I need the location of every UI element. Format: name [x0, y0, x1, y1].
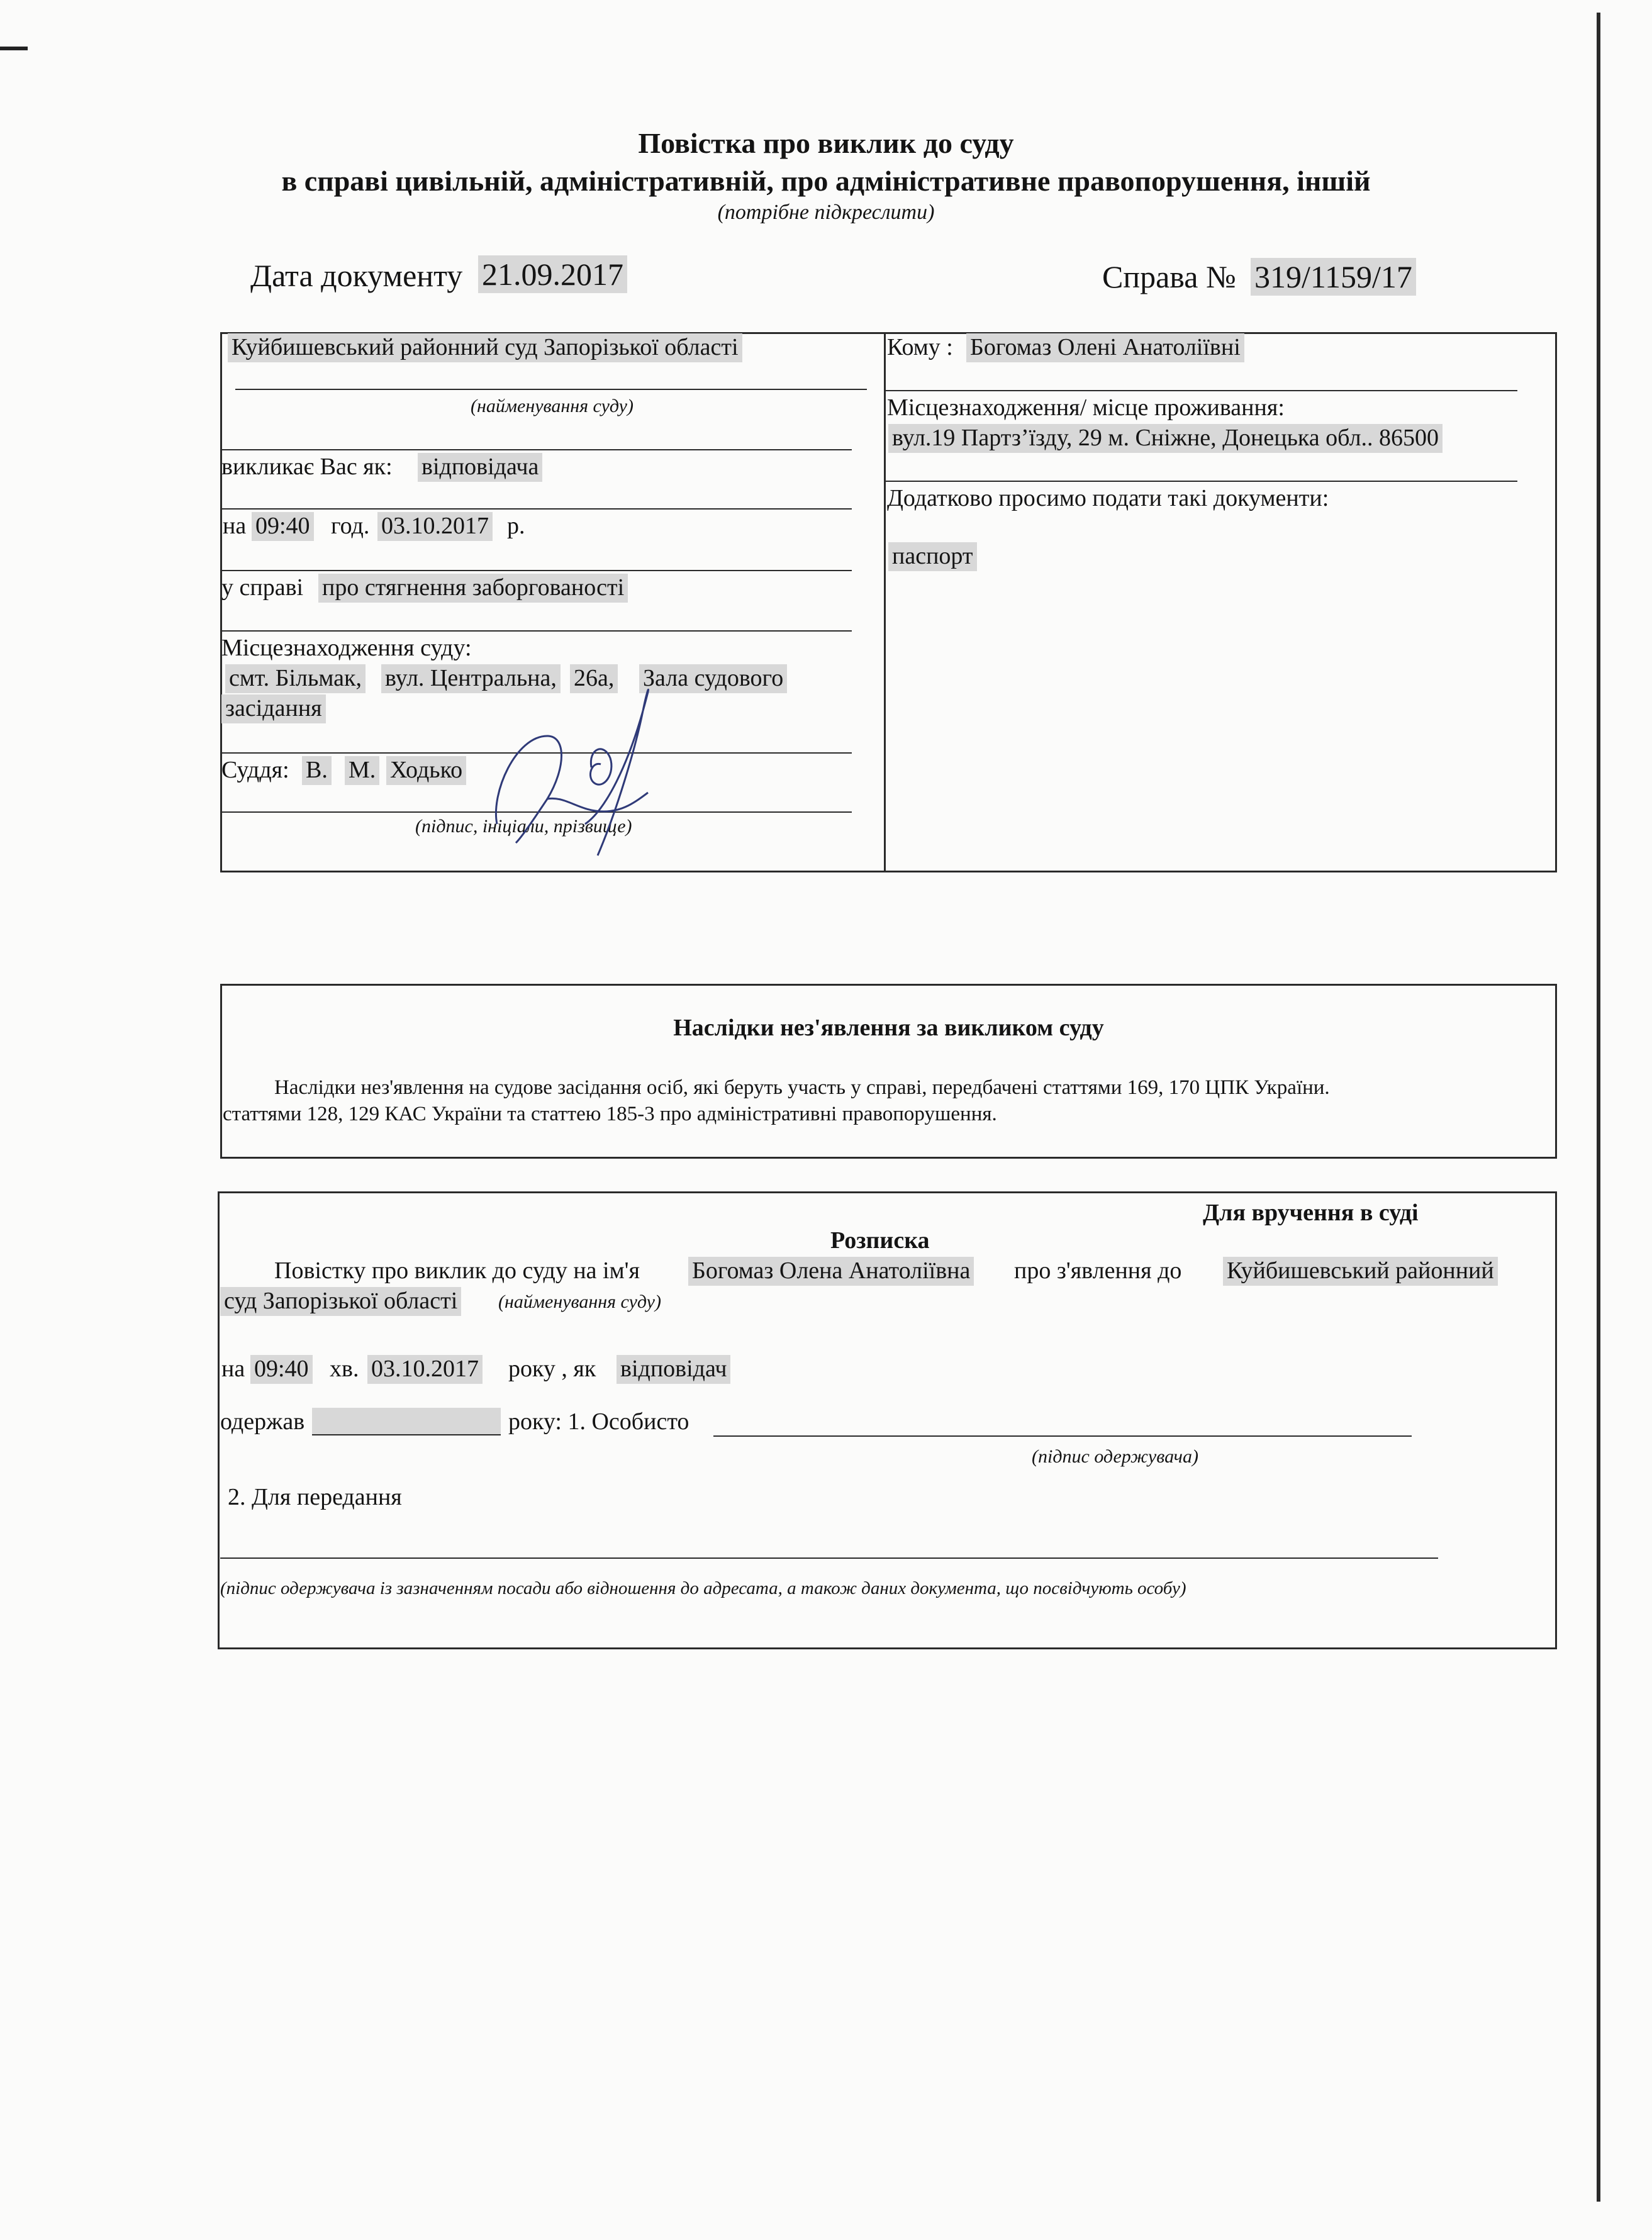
summons-label: викликає Вас як:	[221, 454, 393, 480]
consequences-text: Наслідки нез'явлення на судове засідання осіб, які беруть участь у справі, передбачені статтями 169, 170 ЦПК України.	[274, 1076, 1330, 1099]
consequences-text: статтями 128, 129 КАС України та статтею 185-3 про адміністративні правопорушення.	[223, 1103, 997, 1125]
receipt-on-label: на	[221, 1356, 245, 1382]
court-address-part: Зала судового	[639, 664, 787, 693]
transfer-signature-line	[220, 1557, 1438, 1559]
hearing-year-suffix: р.	[507, 513, 525, 539]
summons-role: відповідача	[418, 453, 542, 482]
receipt-time: 09:40	[250, 1355, 313, 1384]
judge-surname: Ходько	[386, 756, 466, 785]
documents-label: Додатково просимо подати такі документи:	[887, 485, 1329, 511]
receipt-recipient-name: Богомаз Олена Анатоліївна	[688, 1257, 974, 1286]
hearing-on-label: на	[223, 513, 247, 539]
scan-right-edge	[1597, 13, 1600, 2202]
consequences-title: Наслідки нез'явлення за викликом суду	[673, 1015, 1104, 1041]
court-address-part: смт. Більмак,	[225, 664, 366, 693]
received-date-field	[312, 1408, 501, 1435]
recipient-name: Богомаз Олені Анатоліївні	[966, 333, 1244, 362]
document-subtitle: (потрібне підкреслити)	[717, 201, 935, 224]
case-subject-label: у справі	[221, 574, 304, 601]
row-line	[220, 630, 852, 632]
receipt-role: відповідач	[617, 1355, 730, 1384]
recipient-signature-caption: (підпис одержувача)	[1032, 1446, 1198, 1467]
residence-address: вул.19 Партз’їзду, 29 м. Сніжне, Донецька обл.. 86500	[888, 424, 1443, 453]
judge-label: Суддя:	[221, 757, 289, 783]
court-underline	[235, 389, 867, 390]
receipt-as-label: року , як	[508, 1356, 596, 1382]
receipt-title: Розписка	[830, 1227, 930, 1254]
document-title: Повістка про виклик до суду	[638, 127, 1014, 159]
court-location-label: Місцезнаходження суду:	[221, 635, 472, 661]
residence-label: Місцезнаходження/ місце проживання:	[887, 394, 1285, 421]
recipient-signature-line	[713, 1435, 1412, 1437]
documents-required: паспорт	[888, 542, 977, 571]
signature-caption: (підпис, ініціали, прізвище)	[415, 816, 632, 837]
case-label: Справа №	[1102, 259, 1236, 294]
row-line	[886, 481, 1517, 482]
judge-initial: В.	[302, 756, 332, 785]
court-caption: (найменування суду)	[471, 396, 633, 416]
hearing-hour-label: год.	[331, 513, 370, 539]
date-label: Дата документу	[250, 258, 463, 293]
row-line	[220, 570, 852, 571]
hearing-date: 03.10.2017	[377, 512, 493, 541]
date-value: 21.09.2017	[478, 255, 627, 293]
consequences-box	[220, 984, 1557, 1159]
document-title-line2: в справі цивільній, адміністративній, про адміністративне правопорушення, іншій	[281, 165, 1371, 197]
receipt-text: Повістку про виклик до суду на ім'я	[274, 1257, 640, 1284]
receipt-court-name: суд Запорізької області	[220, 1287, 461, 1316]
for-court-label: Для вручення в суді	[1203, 1200, 1419, 1226]
received-year-label: року: 1. Особисто	[508, 1408, 689, 1435]
row-line	[220, 449, 852, 450]
receipt-court-name: Куйбишевський районний	[1223, 1257, 1498, 1286]
receipt-date: 03.10.2017	[367, 1355, 483, 1384]
hearing-time: 09:40	[252, 512, 314, 541]
transfer-label: 2. Для передання	[228, 1484, 402, 1510]
transfer-caption: (підпис одержувача із зазначенням посади або відношення до адресата, а також даних документа, що посвідчують особу)	[220, 1578, 1186, 1598]
court-address-part: засідання	[221, 694, 326, 723]
court-name: Куйбишевський районний суд Запорізької області	[228, 333, 742, 362]
receipt-min-label: хв.	[330, 1356, 359, 1382]
judge-initial: М.	[345, 756, 379, 785]
receipt-court-caption: (найменування суду)	[498, 1291, 661, 1312]
received-label: одержав	[220, 1408, 305, 1435]
case-number: 319/1159/17	[1251, 258, 1416, 296]
row-line	[220, 508, 852, 510]
court-address-part: вул. Центральна,	[381, 664, 561, 693]
table-divider	[884, 332, 886, 872]
recipient-label: Кому :	[887, 334, 953, 360]
handwritten-signature	[478, 667, 717, 868]
scan-edge-mark	[0, 47, 28, 50]
receipt-appear-text: про з'явлення до	[1014, 1257, 1182, 1284]
court-address-part: 26а,	[570, 664, 618, 693]
row-line	[886, 390, 1517, 391]
case-subject: про стягнення заборгованості	[318, 574, 628, 603]
